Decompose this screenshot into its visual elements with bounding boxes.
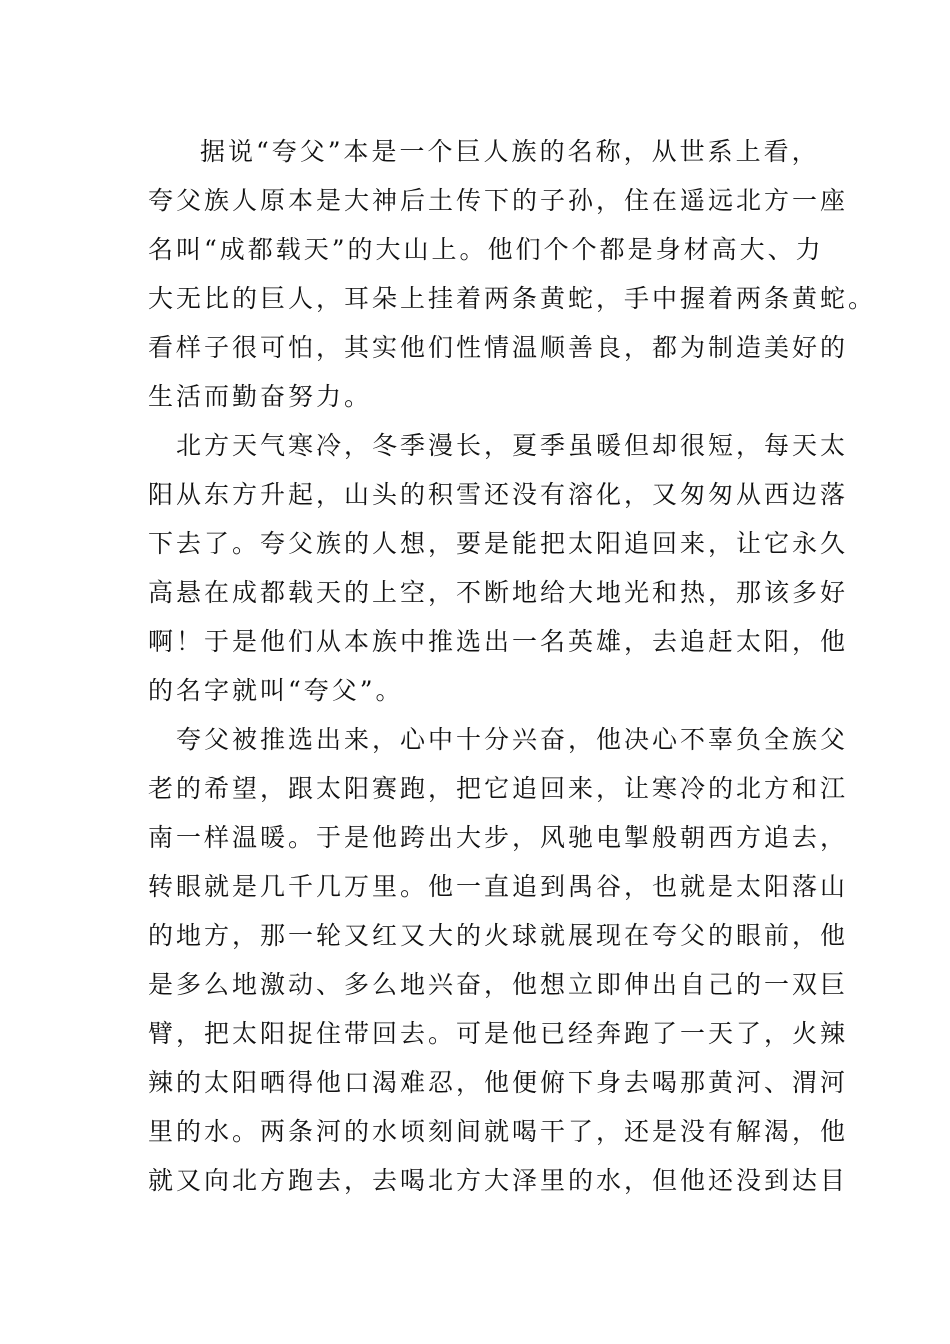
text-line: 阳从东方升起，山头的积雪还没有溶化，又匆匆从西边落 (148, 480, 849, 509)
paragraph-2 (148, 421, 849, 715)
text-line: 生活而勤奋努力。 (148, 382, 373, 411)
text-line: 的名字就叫“夸父”。 (148, 676, 404, 705)
text-line: 的地方，那一轮又红又大的火球就展现在夸父的眼前，他 (148, 921, 849, 950)
text-line: 里的水。两条河的水顷刻间就喝干了，还是没有解渴，他 (148, 1117, 849, 1146)
text-line: 北方天气寒冷，冬季漫长，夏季虽暖但却很短，每天太 (176, 431, 849, 460)
text-line: 名叫“成都载天”的大山上。他们个个都是身材高大、力 (148, 235, 824, 264)
text-line: 高悬在成都载天的上空，不断地给大地光和热，那该多好 (148, 578, 849, 607)
paragraph-1 (148, 127, 877, 421)
text-line: 是多么地激动、多么地兴奋，他想立即伸出自己的一双巨 (148, 970, 849, 999)
article-body (148, 127, 877, 1205)
text-line: 啊！于是他们从本族中推选出一名英雄，去追赶太阳，他 (148, 627, 849, 656)
text-line: 据说“夸父”本是一个巨人族的名称，从世系上看， (200, 137, 820, 166)
text-line: 下去了。夸父族的人想，要是能把太阳追回来，让它永久 (148, 529, 849, 558)
text-line: 大无比的巨人，耳朵上挂着两条黄蛇，手中握着两条黄蛇。 (148, 284, 877, 313)
text-line: 臂，把太阳捉住带回去。可是他已经奔跑了一天了，火辣 (148, 1019, 849, 1048)
text-line: 老的希望，跟太阳赛跑，把它追回来，让寒冷的北方和江 (148, 774, 849, 803)
text-line: 夸父族人原本是大神后土传下的子孙，住在遥远北方一座 (148, 186, 849, 215)
text-line: 转眼就是几千几万里。他一直追到禺谷，也就是太阳落山 (148, 872, 849, 901)
text-line: 南一样温暖。于是他跨出大步，风驰电掣般朝西方追去， (148, 823, 849, 852)
text-line: 辣的太阳晒得他口渴难忍，他便俯下身去喝那黄河、渭河 (148, 1068, 849, 1097)
text-line: 就又向北方跑去，去喝北方大泽里的水，但他还没到达目 (148, 1166, 849, 1195)
paragraph-3 (148, 715, 849, 1205)
text-line: 看样子很可怕，其实他们性情温顺善良，都为制造美好的 (148, 333, 849, 362)
text-line: 夸父被推选出来，心中十分兴奋，他决心不辜负全族父 (176, 725, 849, 754)
